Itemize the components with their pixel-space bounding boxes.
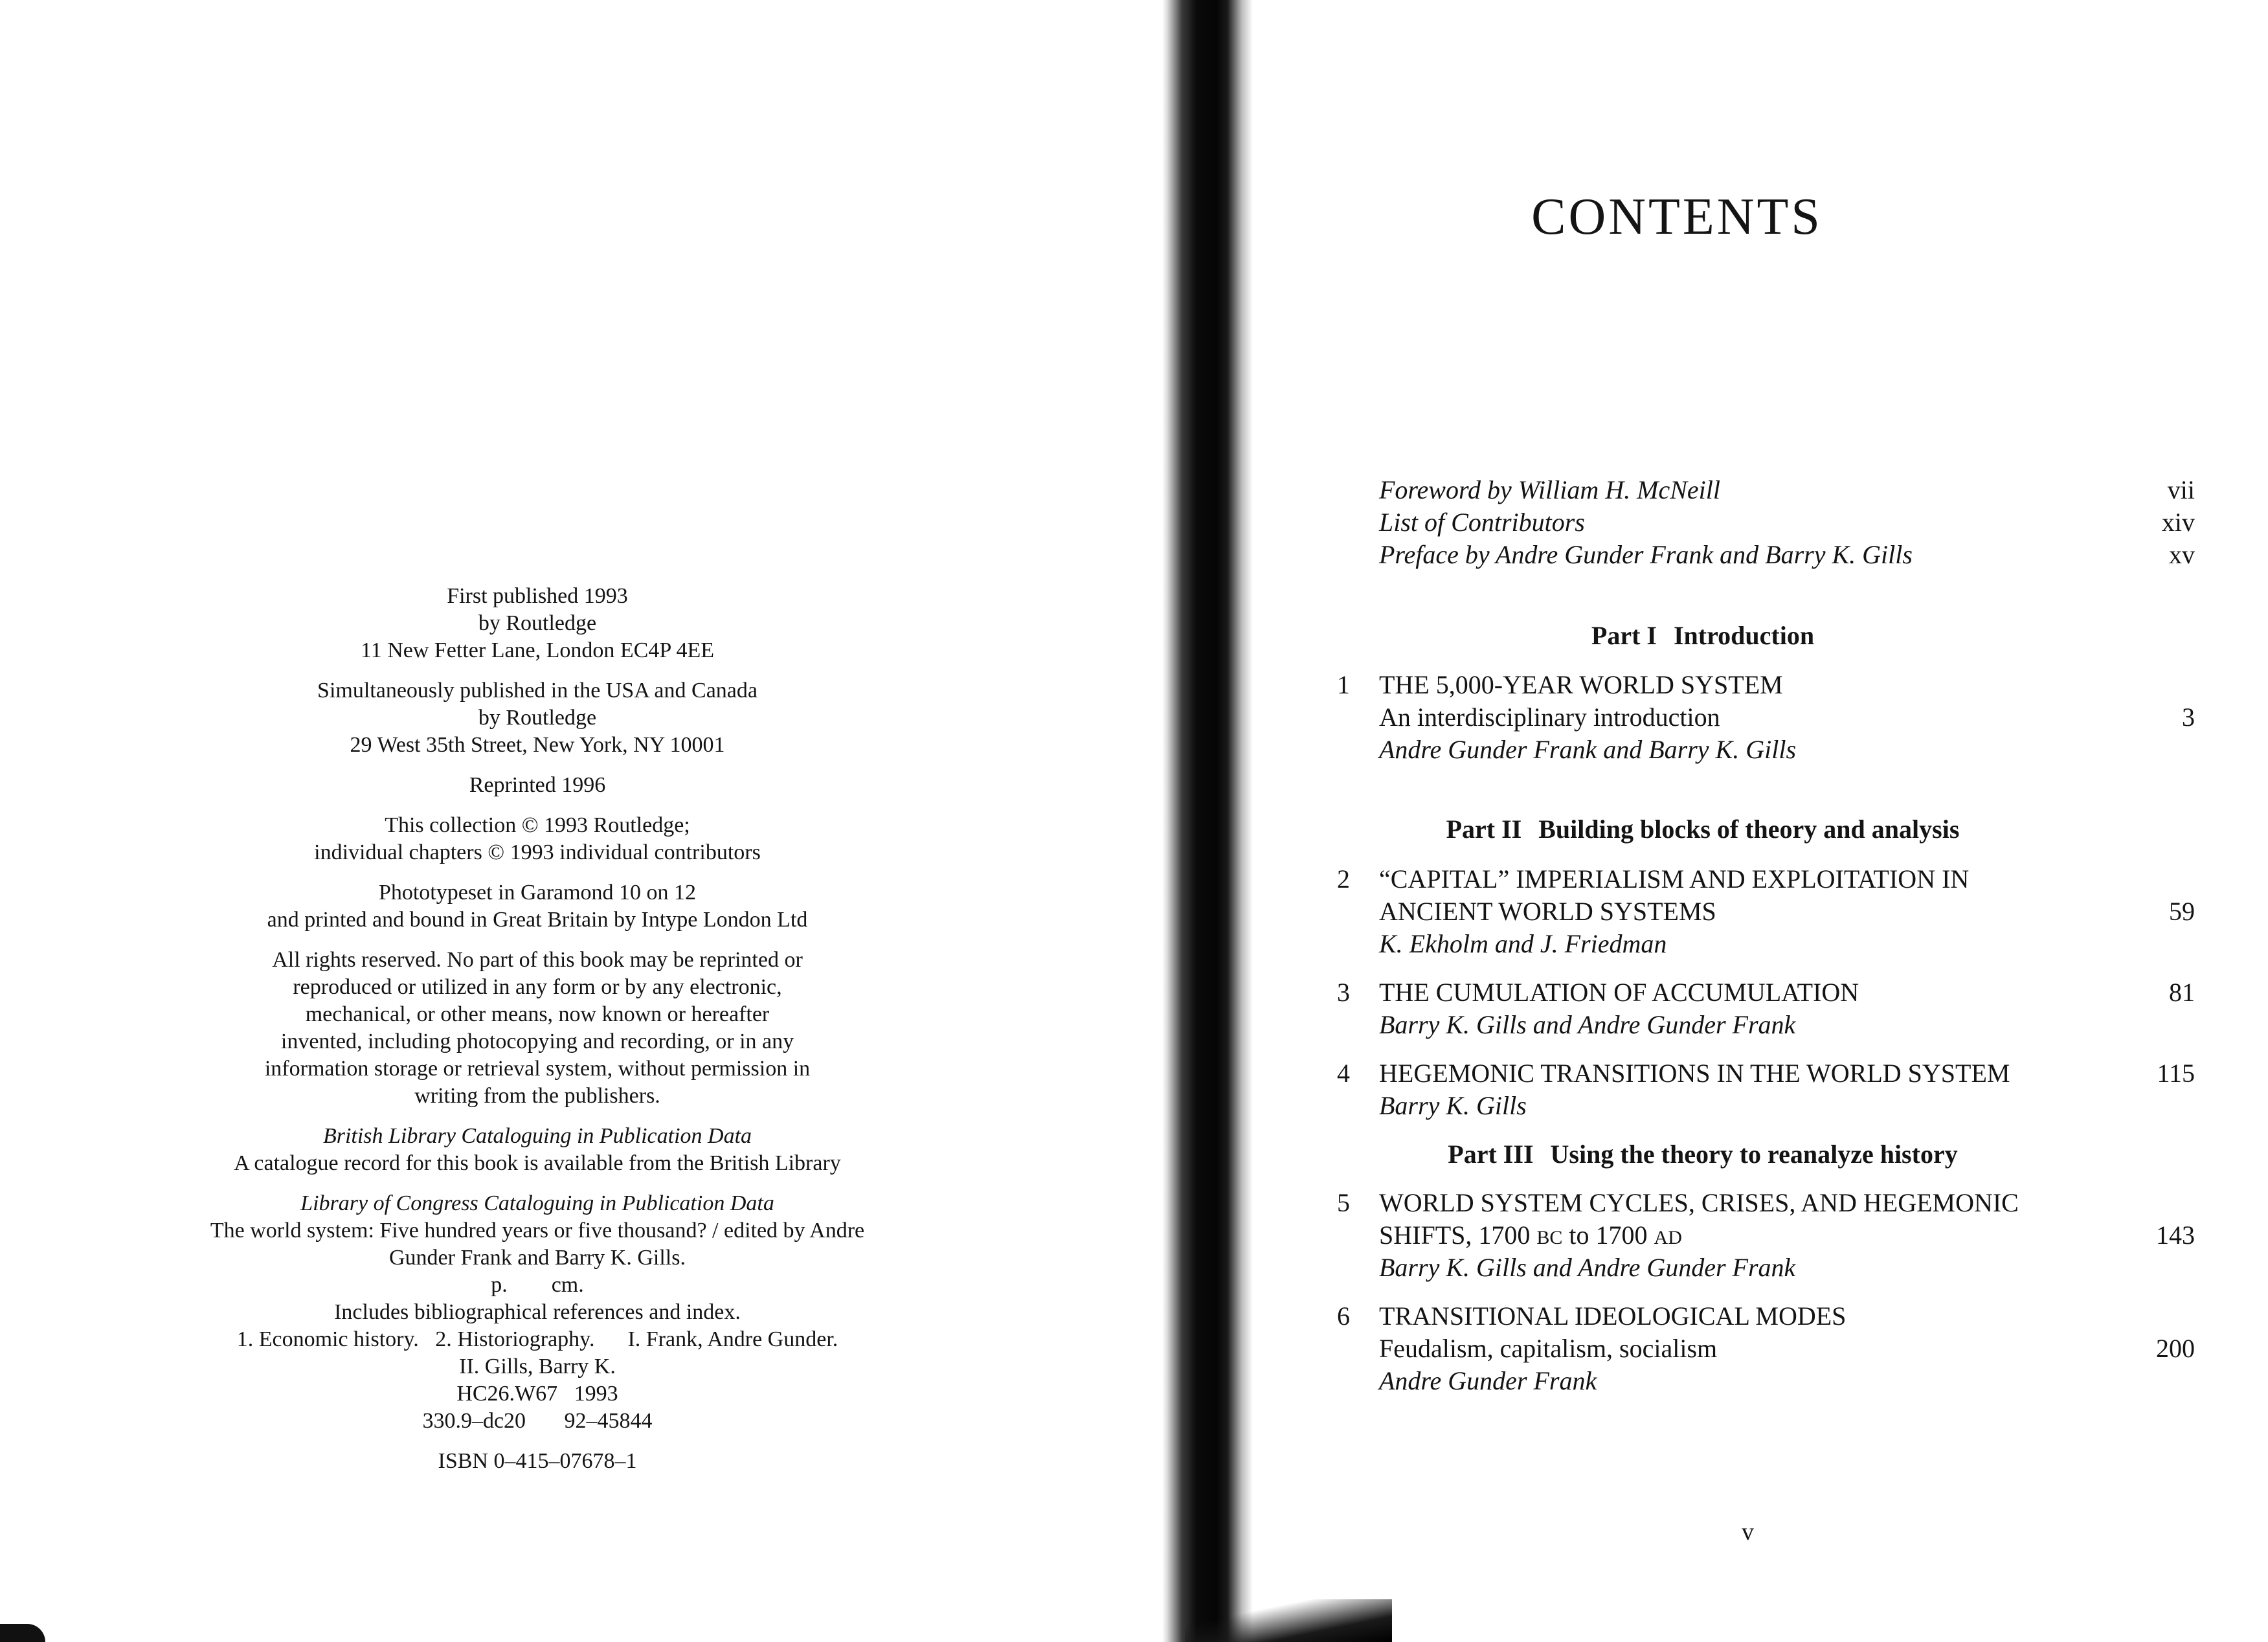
chapter-authors: Barry K. Gills and Andre Gunder Frank — [1379, 1010, 1796, 1039]
chapter-title: HEGEMONIC TRANSITIONS IN THE WORLD SYSTEM — [1379, 1059, 2010, 1088]
page-number: v — [1742, 1518, 1754, 1546]
toc-entry-title: Foreword by William H. McNeill — [1379, 475, 1720, 504]
british-library-cip — [188, 1123, 887, 1177]
copyright-notice — [188, 812, 887, 866]
part-heading — [1379, 620, 2027, 652]
imprint-block — [188, 583, 887, 1488]
part-label: Part II — [1446, 815, 1522, 844]
imprint-line: This collection © 1993 Routledge; — [385, 813, 690, 837]
toc-page-number: 59 — [2169, 897, 2195, 926]
toc-page-number: 115 — [2157, 1059, 2195, 1088]
loc-line: p. cm. — [491, 1273, 584, 1297]
part-title: Using the theory to reanalyze history — [1550, 1140, 1958, 1169]
publication-info — [188, 583, 887, 664]
chapter-title: THE 5,000-YEAR WORLD SYSTEM — [1379, 670, 1783, 699]
chapter-authors: Barry K. Gills — [1379, 1091, 1527, 1120]
part-title: Building blocks of theory and analysis — [1538, 815, 1960, 844]
chapter-title: WORLD SYSTEM CYCLES, CRISES, AND HEGEMONIC — [1379, 1188, 2019, 1217]
chapter-title-part: SHIFTS, 1700 — [1379, 1220, 1537, 1250]
part-label: Part III — [1448, 1140, 1534, 1169]
imprint-line: 29 West 35th Street, New York, NY 10001 — [350, 733, 725, 757]
loc-line: HC26.W67 1993 — [456, 1382, 618, 1406]
imprint-line: Simultaneously published in the USA and Canada — [317, 679, 758, 703]
contents-title: CONTENTS — [1531, 188, 1823, 245]
imprint-line: mechanical, or other means, now known or hereafter — [305, 1002, 770, 1026]
rights-notice — [188, 947, 887, 1110]
isbn: ISBN 0–415–07678–1 — [438, 1449, 637, 1473]
chapter-authors: Barry K. Gills and Andre Gunder Frank — [1379, 1253, 1796, 1282]
chapter-authors: Andre Gunder Frank — [1379, 1366, 1597, 1395]
imprint-line: Phototypeset in Garamond 10 on 12 — [378, 881, 697, 905]
toc-entry-title: List of Contributors — [1379, 508, 1585, 537]
loc-heading: Library of Congress Cataloguing in Publication Data — [300, 1191, 774, 1215]
imprint-line: First published 1993 — [447, 584, 628, 608]
imprint-line: All rights reserved. No part of this book may be reprinted or — [272, 948, 803, 972]
imprint-line: 11 New Fetter Lane, London EC4P 4EE — [360, 638, 715, 662]
imprint-line: invented, including photocopying and recording, or in any — [280, 1029, 794, 1053]
imprint-line: by Routledge — [478, 611, 597, 635]
chapter-title-part: BC — [1536, 1227, 1563, 1248]
reprint-info — [188, 772, 887, 799]
chapter-title: TRANSITIONAL IDEOLOGICAL MODES — [1379, 1301, 1847, 1331]
contents-page — [1224, 0, 2268, 1642]
chapter-number: 3 — [1337, 978, 1350, 1007]
imprint-line: information storage or retrieval system, without permission in — [264, 1057, 811, 1081]
us-publication-info — [188, 677, 887, 759]
chapter-number: 6 — [1337, 1301, 1350, 1331]
chapter-number: 1 — [1337, 670, 1350, 699]
part-label: Part I — [1591, 621, 1657, 650]
chapter-title: THE CUMULATION OF ACCUMULATION — [1379, 978, 1859, 1007]
loc-line: 330.9–dc20 92–45844 — [422, 1409, 653, 1433]
chapter-title — [1379, 1219, 1682, 1254]
toc-page-number: xv — [2169, 540, 2195, 569]
imprint-line: writing from the publishers. — [414, 1084, 660, 1108]
library-of-congress-cip — [188, 1190, 887, 1435]
chapter-number: 2 — [1337, 864, 1350, 894]
imprint-line: reproduced or utilized in any form or by any electronic, — [293, 975, 782, 999]
toc-page-number: 3 — [2182, 703, 2195, 732]
toc-page-number: xiv — [2161, 508, 2195, 537]
imprint-line: Reprinted 1996 — [469, 773, 606, 797]
chapter-number: 4 — [1337, 1059, 1350, 1088]
toc-page-number: 143 — [2156, 1220, 2195, 1250]
loc-line: The world system: Five hundred years or five thousand? / edited by Andre — [210, 1219, 865, 1243]
chapter-title: “CAPITAL” IMPERIALISM AND EXPLOITATION IN — [1379, 864, 1970, 894]
toc-page-number: 200 — [2156, 1334, 2195, 1363]
chapter-authors: Andre Gunder Frank and Barry K. Gills — [1379, 735, 1797, 764]
chapter-title-part: AD — [1654, 1227, 1682, 1248]
chapter-number: 5 — [1337, 1188, 1350, 1217]
imprint-line: by Routledge — [478, 706, 597, 730]
imprint-line: and printed and bound in Great Britain by Intype London Ltd — [267, 908, 808, 932]
loc-line: II. Gills, Barry K. — [459, 1355, 616, 1378]
chapter-title: ANCIENT WORLD SYSTEMS — [1379, 897, 1716, 926]
loc-line: 1. Economic history. 2. Historiography. I. Frank, Andre Gunder. — [236, 1327, 838, 1351]
part-heading — [1379, 1138, 2027, 1171]
part-heading — [1379, 813, 2027, 846]
toc-page-number: 81 — [2169, 978, 2195, 1007]
isbn-block — [188, 1448, 887, 1475]
british-library-text: A catalogue record for this book is available from the British Library — [234, 1151, 841, 1175]
toc-entry-title: Preface by Andre Gunder Frank and Barry K. Gills — [1379, 540, 1913, 569]
chapter-subtitle: Feudalism, capitalism, socialism — [1379, 1334, 1718, 1363]
chapter-authors: K. Ekholm and J. Friedman — [1379, 929, 1667, 958]
toc-page-number: vii — [2167, 475, 2195, 504]
british-library-heading: British Library Cataloguing in Publication Data — [322, 1124, 752, 1148]
loc-line: Gunder Frank and Barry K. Gills. — [389, 1246, 686, 1270]
imprint-line: individual chapters © 1993 individual contributors — [314, 840, 761, 864]
part-title: Introduction — [1673, 621, 1815, 650]
chapter-title-part: to 1700 — [1562, 1220, 1654, 1250]
typesetting-info — [188, 879, 887, 934]
chapter-subtitle: An interdisciplinary introduction — [1379, 703, 1720, 732]
loc-line: Includes bibliographical references and index. — [334, 1300, 741, 1324]
